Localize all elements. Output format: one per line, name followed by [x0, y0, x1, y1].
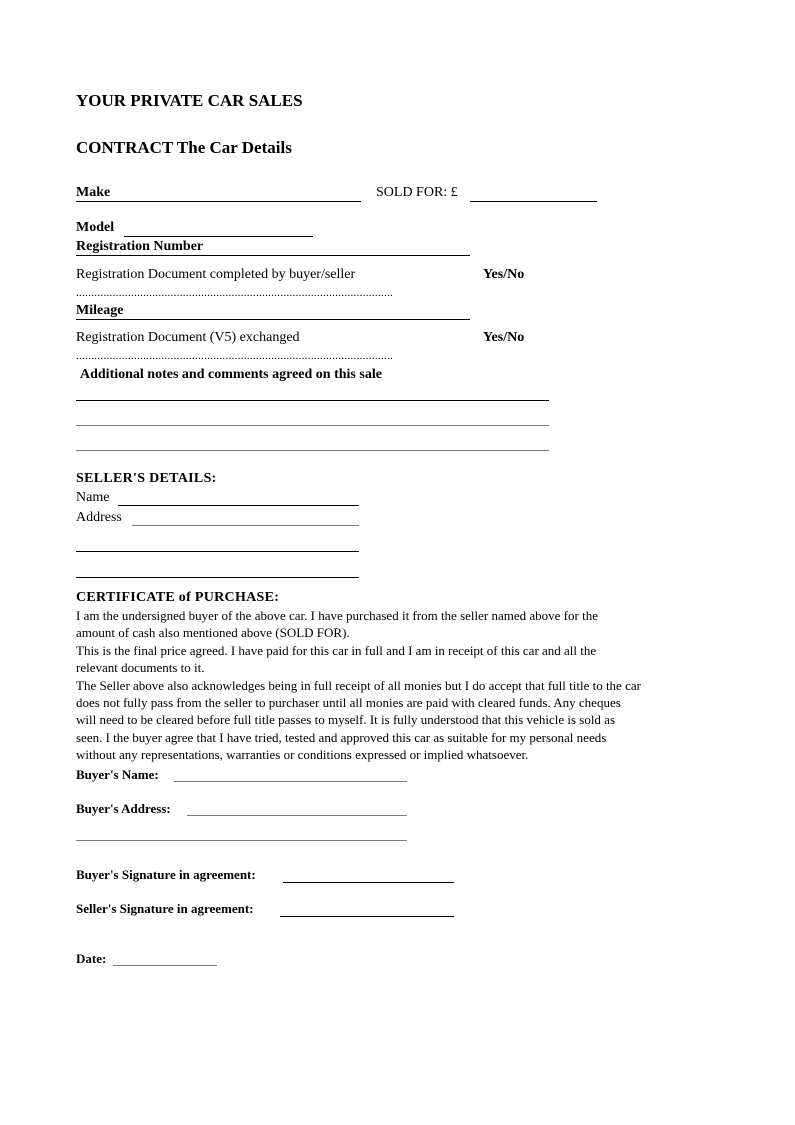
seller-address-line[interactable] — [76, 551, 359, 552]
notes-line[interactable] — [76, 400, 549, 401]
make-label: Make — [76, 185, 111, 200]
seller-name-label: Name — [76, 490, 110, 505]
notes-line[interactable] — [76, 450, 549, 451]
sold-for-field[interactable] — [470, 201, 597, 202]
certificate-line: seen. I the buyer agree that I have tried, tested and approved this car as suitable for my personal needs — [76, 729, 607, 745]
certificate-text — [76, 607, 641, 764]
section-title-car-details: CONTRACT The Car Details — [76, 138, 292, 157]
buyer-name-label: Buyer's Name: — [76, 767, 159, 782]
buyer-address-line[interactable] — [76, 840, 407, 841]
model-field[interactable] — [124, 236, 313, 237]
certificate-line: does not fully pass from the seller to purchaser until all monies are paid with cleared funds. Any cheques — [76, 695, 621, 711]
certificate-line: The Seller above also acknowledges being in full receipt of all monies but I do accept that full title to the car — [76, 677, 641, 693]
buyer-address-label: Buyer's Address: — [76, 801, 171, 816]
dotted-line: ........................................................................................................ — [76, 350, 394, 362]
buyer-signature-field[interactable] — [283, 882, 454, 883]
seller-signature-label: Seller's Signature in agreement: — [76, 901, 254, 916]
certificate-line: relevant documents to it. — [76, 660, 205, 676]
reg-doc-completed-label: Registration Document completed by buyer/seller — [76, 267, 356, 282]
certificate-line: amount of cash also mentioned above (SOLD FOR). — [76, 625, 350, 641]
mileage-field[interactable] — [76, 319, 470, 320]
buyer-signature-label: Buyer's Signature in agreement: — [76, 867, 256, 882]
registration-number-label: Registration Number — [76, 239, 204, 254]
document-title: YOUR PRIVATE CAR SALES — [76, 91, 303, 110]
certificate-line: without any representations, warranties or conditions expressed or implied whatsoever. — [76, 747, 529, 763]
seller-address-field[interactable] — [132, 525, 359, 526]
make-field[interactable] — [76, 201, 361, 202]
reg-doc-v5-yes-no[interactable]: Yes/No — [483, 330, 525, 345]
certificate-line: will need to be cleared before full title passes to myself. It is fully understood that this vehicle is sold as — [76, 712, 616, 728]
reg-doc-v5-label: Registration Document (V5) exchanged — [76, 330, 300, 345]
buyer-address-field[interactable] — [187, 815, 407, 816]
seller-details-heading: SELLER'S DETAILS: — [76, 471, 217, 486]
model-label: Model — [76, 220, 115, 235]
dotted-line: ........................................................................................................ — [76, 287, 394, 299]
date-field[interactable] — [113, 965, 217, 966]
seller-signature-field[interactable] — [280, 916, 454, 917]
seller-address-label: Address — [76, 510, 122, 525]
certificate-heading: CERTIFICATE of PURCHASE: — [76, 590, 280, 605]
certificate-line: This is the final price agreed. I have paid for this car in full and I am in receipt of this car and all the — [76, 642, 597, 658]
certificate-line: I am the undersigned buyer of the above car. I have purchased it from the seller named above for the — [76, 608, 598, 623]
registration-number-field[interactable] — [76, 255, 470, 256]
seller-address-line[interactable] — [76, 577, 359, 578]
date-label: Date: — [76, 951, 107, 966]
notes-heading: Additional notes and comments agreed on this sale — [80, 367, 382, 382]
notes-line[interactable] — [76, 425, 549, 426]
seller-name-field[interactable] — [118, 505, 359, 506]
reg-doc-completed-yes-no[interactable]: Yes/No — [483, 267, 525, 282]
mileage-label: Mileage — [76, 303, 124, 318]
buyer-name-field[interactable] — [174, 781, 407, 782]
sold-for-label: SOLD FOR: £ — [376, 185, 458, 200]
